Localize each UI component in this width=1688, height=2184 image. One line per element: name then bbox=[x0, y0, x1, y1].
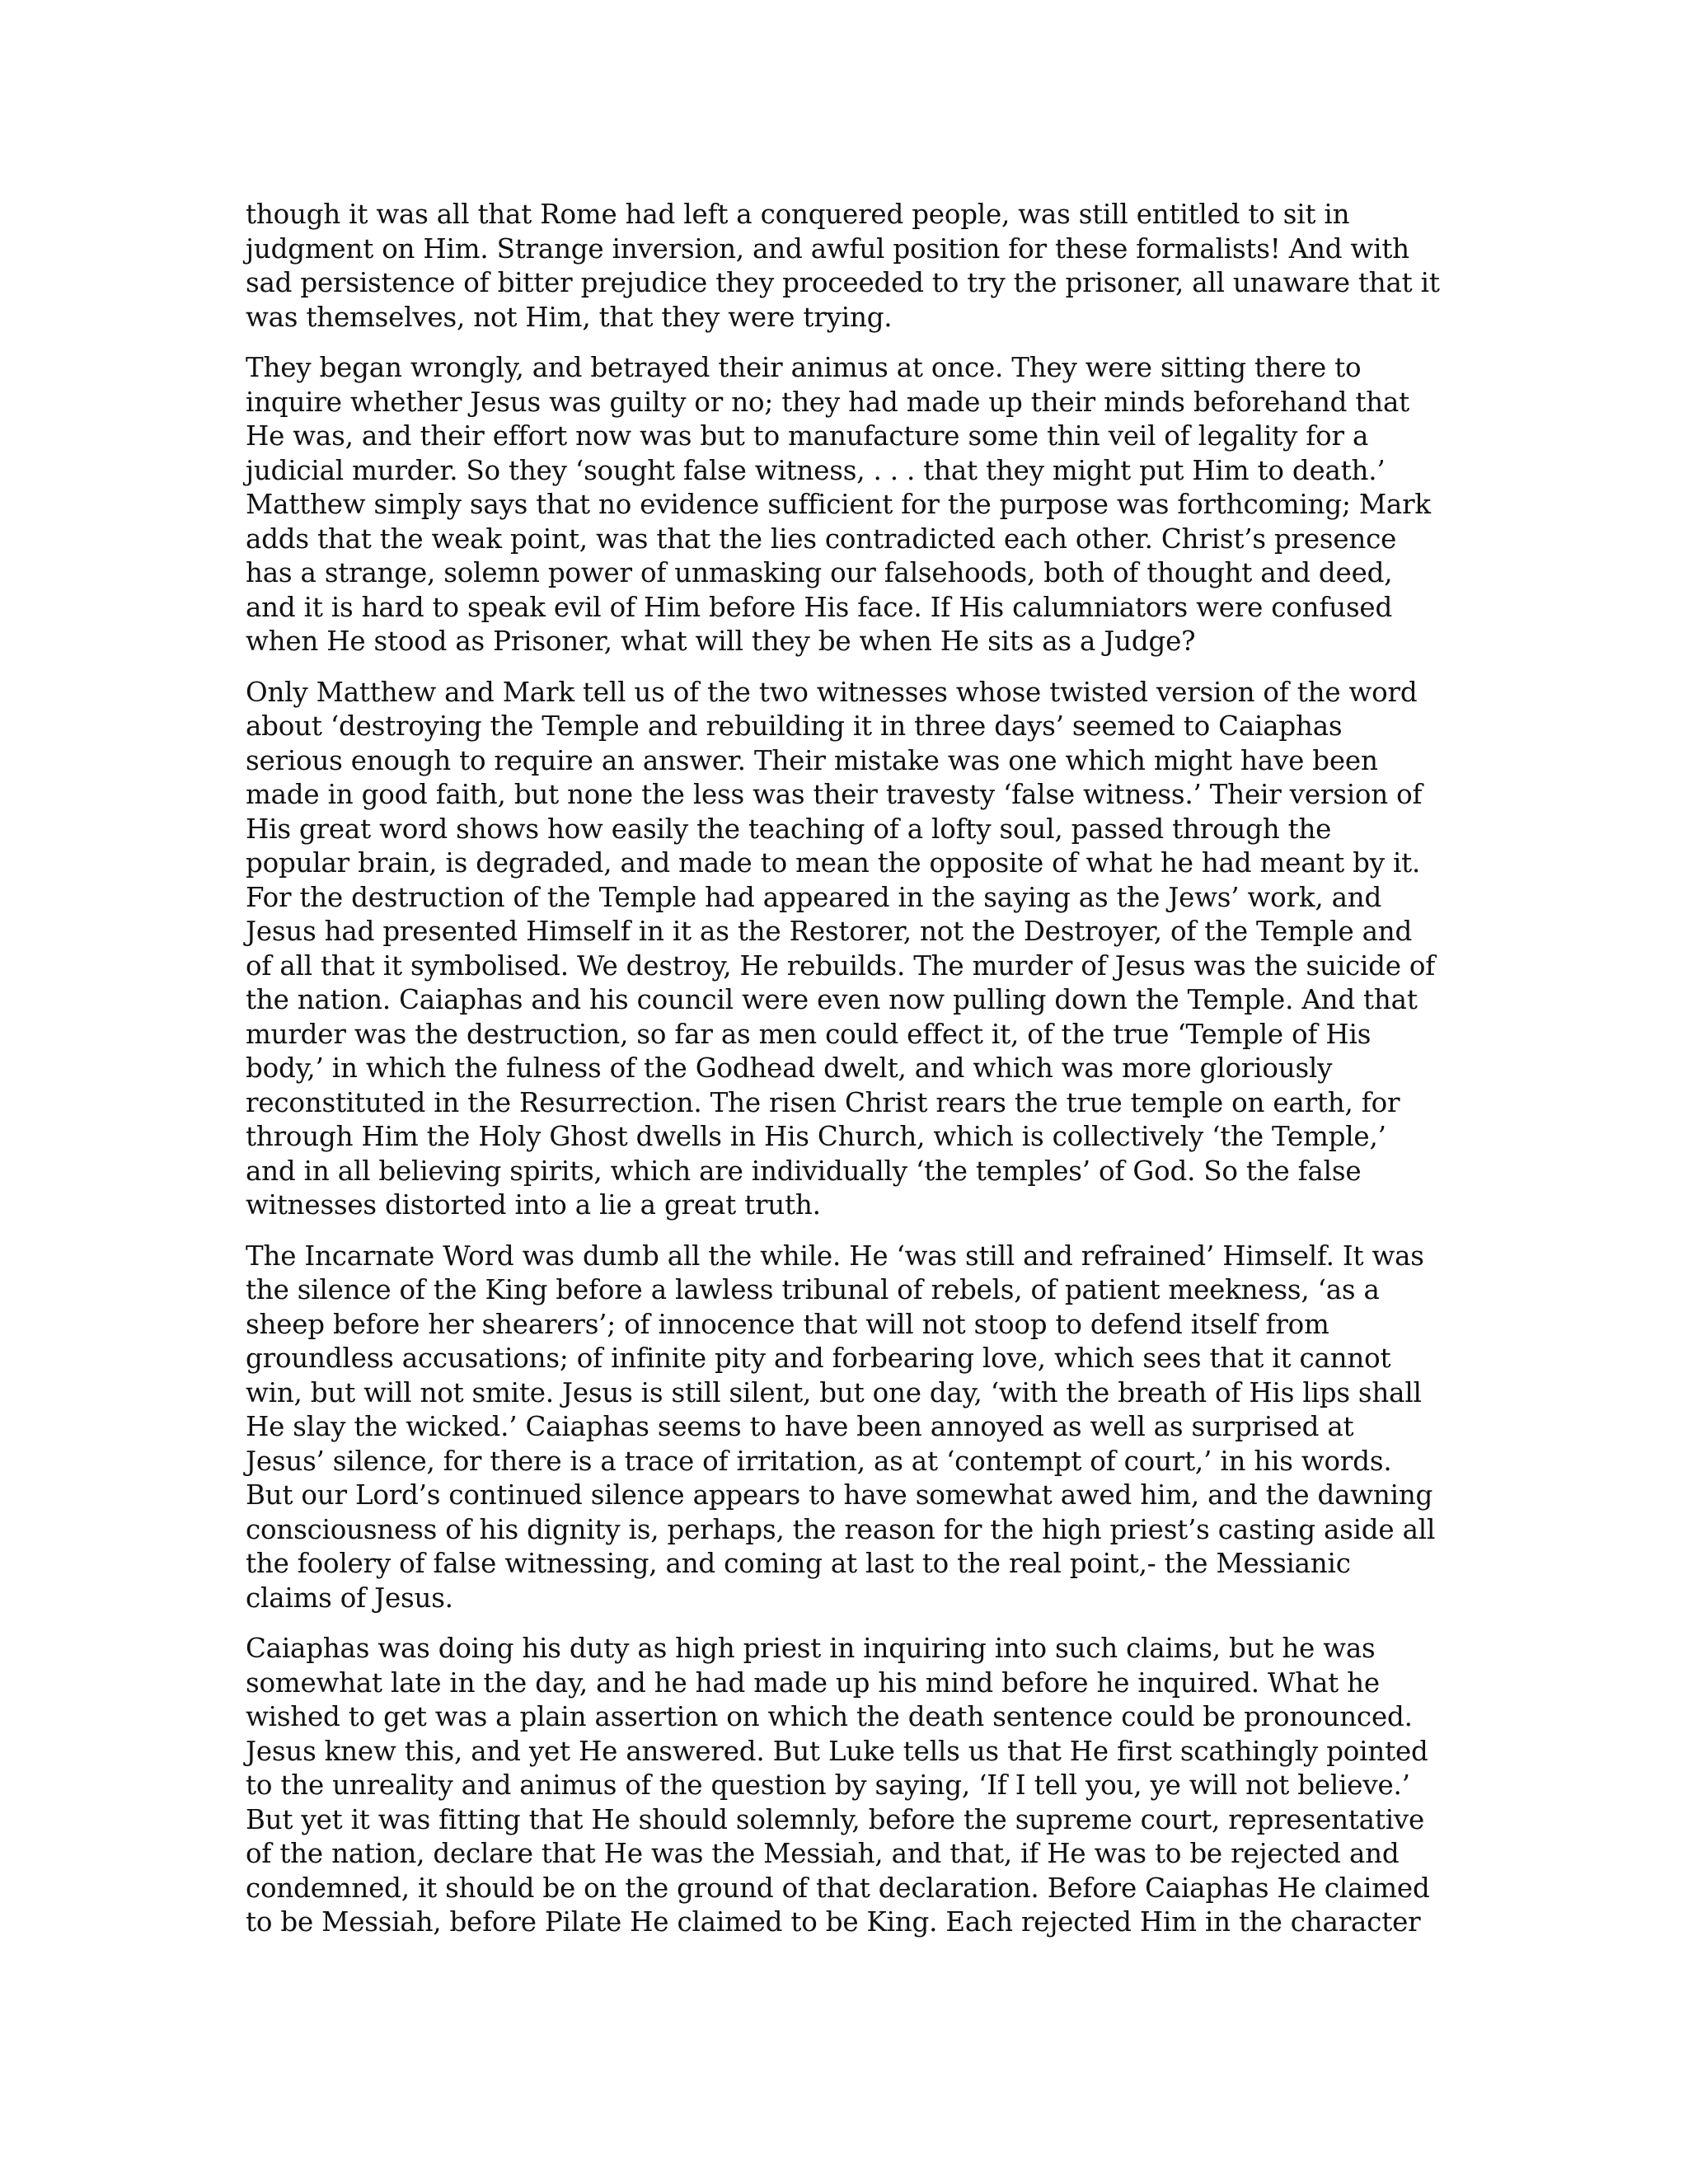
paragraph-1: though it was all that Rome had left a conquered people, was still entitled to sit in judgment on Him. Strange inversion, and awful position for these formalists! And with sad persistence of bitter prejudice they proceeded to try the prisoner, all unaware that it was themselves, not Him, that they were trying. bbox=[246, 199, 1440, 333]
paragraph-2: They began wrongly, and betrayed their animus at once. They were sitting there to inquire whether Jesus was guilty or no; they had made up their minds beforehand that He was, and their effort now was but to manufacture some thin veil of legality for a judicial murder. So they ‘sought false witness, . . . that they might put Him to death.’ Matthew simply says that no evidence sufficient for the purpose was forthcoming; Mark adds that the weak point, was that the lies contradicted each other. Christ’s presence has a strange, solemn power of unmasking our falsehoods, both of thought and deed, and it is hard to speak evil of Him before His face. If His calumniators were confused when He stood as Prisoner, what will they be when He sits as a Judge? bbox=[246, 352, 1431, 657]
paragraph-3: Only Matthew and Mark tell us of the two witnesses whose twisted version of the word about ‘destroying the Temple and rebuilding it in three days’ seemed to Caiaphas serious enough to require an answer. Their mistake was one which might have been made in good faith, but none the less was their travesty ‘false witness.’ Their version of His great word shows how easily the teaching of a lofty soul, passed through the popular brain, is degraded, and made to mean the opposite of what he had meant by it. For the destruction of the Temple had appeared in the saying as the Jews’ work, and Jesus had presented Himself in it as the Restorer, not the Destroyer, of the Temple and of all that it symbolised. We destroy, He rebuilds. The murder of Jesus was the suicide of the nation. Caiaphas and his council were even now pulling down the Temple. And that murder was the destruction, so far as men could effect it, of the true ‘Temple of His body,’ in which the fulness of the Godhead dwelt, and which was more gloriously reconstituted in the Resurrection. The risen Christ rears the true temple on earth, for through Him the Holy Ghost dwells in His Church, which is collectively ‘the Temple,’ and in all believing spirits, which are individually ‘the temples’ of God. So the false witnesses distorted into a lie a great truth. bbox=[246, 676, 1436, 1221]
paragraph-5: Caiaphas was doing his duty as high priest in inquiring into such claims, but he was somewhat late in the day, and he had made up his mind before he inquired. What he wished to get was a plain assertion on which the death sentence could be pronounced. Jesus knew this, and yet He answered. But Luke tells us that He first scathingly pointed to the unreality and animus of the question by saying, ‘If I tell you, ye will not believe.’ But yet it was fitting that He should solemnly, before the supreme court, representative of the nation, declare that He was the Messiah, and that, if He was to be rejected and condemned, it should be on the ground of that declaration. Before Caiaphas He claimed to be Messiah, before Pilate He claimed to be King. Each rejected Him in the character bbox=[246, 1633, 1430, 1938]
body-text bbox=[246, 198, 1441, 1957]
paragraph-4: The Incarnate Word was dumb all the while. He ‘was still and refrained’ Himself. It was the silence of the King before a lawless tribunal of rebels, of patient meekness, ‘as a sheep before her shearers’; of innocence that will not stoop to defend itself from groundless accusations; of infinite pity and forbearing love, which sees that it cannot win, but will not smite. Jesus is still silent, but one day, ‘with the breath of His lips shall He slay the wicked.’ Caiaphas seems to have been annoyed as well as surprised at Jesus’ silence, for there is a trace of irritation, as at ‘contempt of court,’ in his words. But our Lord’s continued silence appears to have somewhat awed him, and the dawning consciousness of his dignity is, perhaps, the reason for the high priest’s casting aside all the foolery of false witnessing, and coming at last to the real point,- the Messianic claims of Jesus. bbox=[246, 1240, 1436, 1614]
